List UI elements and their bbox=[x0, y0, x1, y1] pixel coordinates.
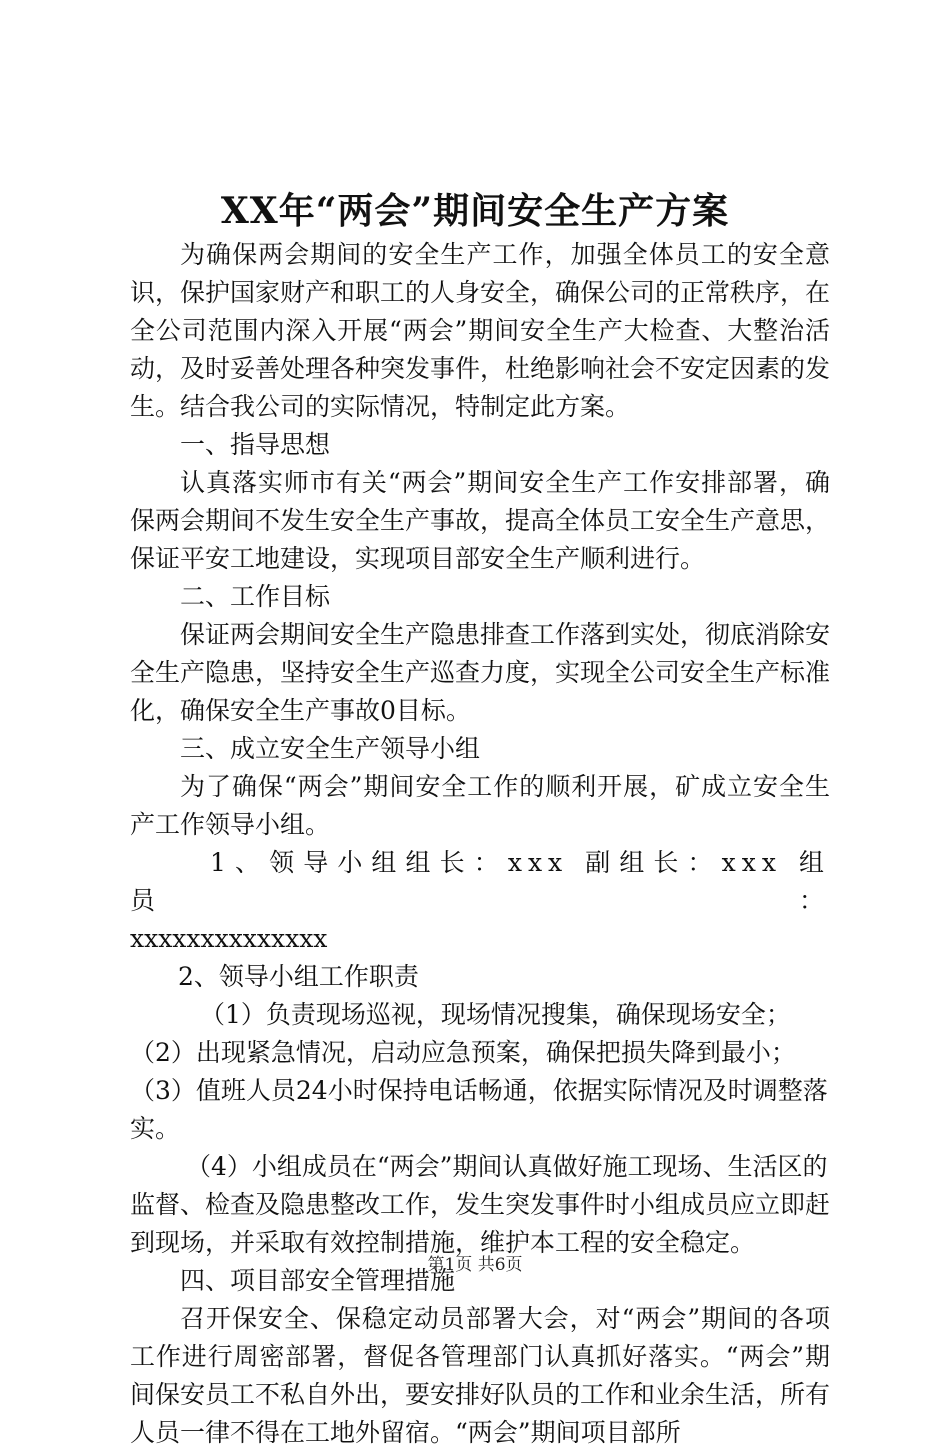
duty-item-1: （1）负责现场巡视，现场情况搜集，确保现场安全； bbox=[200, 1000, 791, 1029]
section-paragraph-leadership-group: 为了确保“两会”期间安全工作的顺利开展，矿成立安全生产工作领导小组。 bbox=[130, 772, 830, 839]
document-title: XX年“两会”期间安全生产方案 bbox=[220, 190, 730, 232]
intro-paragraph: 为确保两会期间的安全生产工作，加强全体员工的安全意识，保护国家财产和职工的人身安全，确保公司的正常秩序，在全公司范围内深入开展“两会”期间安全生产大检查、大整治活动，及时妥善处理各种突发事件，杜绝影响社会不安定因素的发生。结合我公司的实际情况，特制定此方案。 bbox=[130, 240, 831, 421]
leader-members: xxxxxxxxxxxxxx bbox=[130, 924, 328, 953]
section-heading-safety-measures: 四、项目部安全管理措施 bbox=[180, 1266, 456, 1295]
page-footer: 第1页 共6页 bbox=[427, 1255, 523, 1275]
leader-list-line: 1、领导小组组长：xxx 副组长：xxx 组员： bbox=[130, 848, 830, 915]
section-heading-guiding-ideology: 一、指导思想 bbox=[180, 430, 331, 459]
duty-item-3: （3）值班人员24小时保持电话畅通，依据实际情况及时调整落实。 bbox=[130, 1076, 828, 1143]
section-paragraph-safety-measures: 召开保安全、保稳定动员部署大会，对“两会”期间的各项工作进行周密部署，督促各管理部门认真抓好落实。“两会”期间保安员工不私自外出，要安排好队员的工作和业余生活，所有人员一律不得在工地外留宿。“两会”期间项目部所 bbox=[130, 1304, 831, 1447]
section-paragraph-guiding-ideology: 认真落实师市有关“两会”期间安全生产工作安排部署，确保两会期间不发生安全生产事故，提高全体员工安全生产意思，保证平安工地建设，实现项目部安全生产顺利进行。 bbox=[130, 468, 831, 573]
section-paragraph-work-goals: 保证两会期间安全生产隐患排查工作落到实处，彻底消除安全生产隐患，坚持安全生产巡查力度，实现全公司安全生产标准化，确保安全生产事故0目标。 bbox=[130, 620, 831, 725]
section-heading-work-goals: 二、工作目标 bbox=[180, 582, 331, 611]
duty-heading: 2、领导小组工作职责 bbox=[178, 962, 419, 991]
duty-item-2: （2）出现紧急情况，启动应急预案，确保把损失降到最小； bbox=[130, 1038, 796, 1067]
duty-item-4: （4）小组成员在“两会”期间认真做好施工现场、生活区的监督、检查及隐患整改工作，发生突发事件时小组成员应立即赶到现场，并采取有效控制措施，维护本工程的安全稳定。 bbox=[130, 1152, 831, 1257]
section-heading-leadership-group: 三、成立安全生产领导小组 bbox=[180, 734, 481, 763]
